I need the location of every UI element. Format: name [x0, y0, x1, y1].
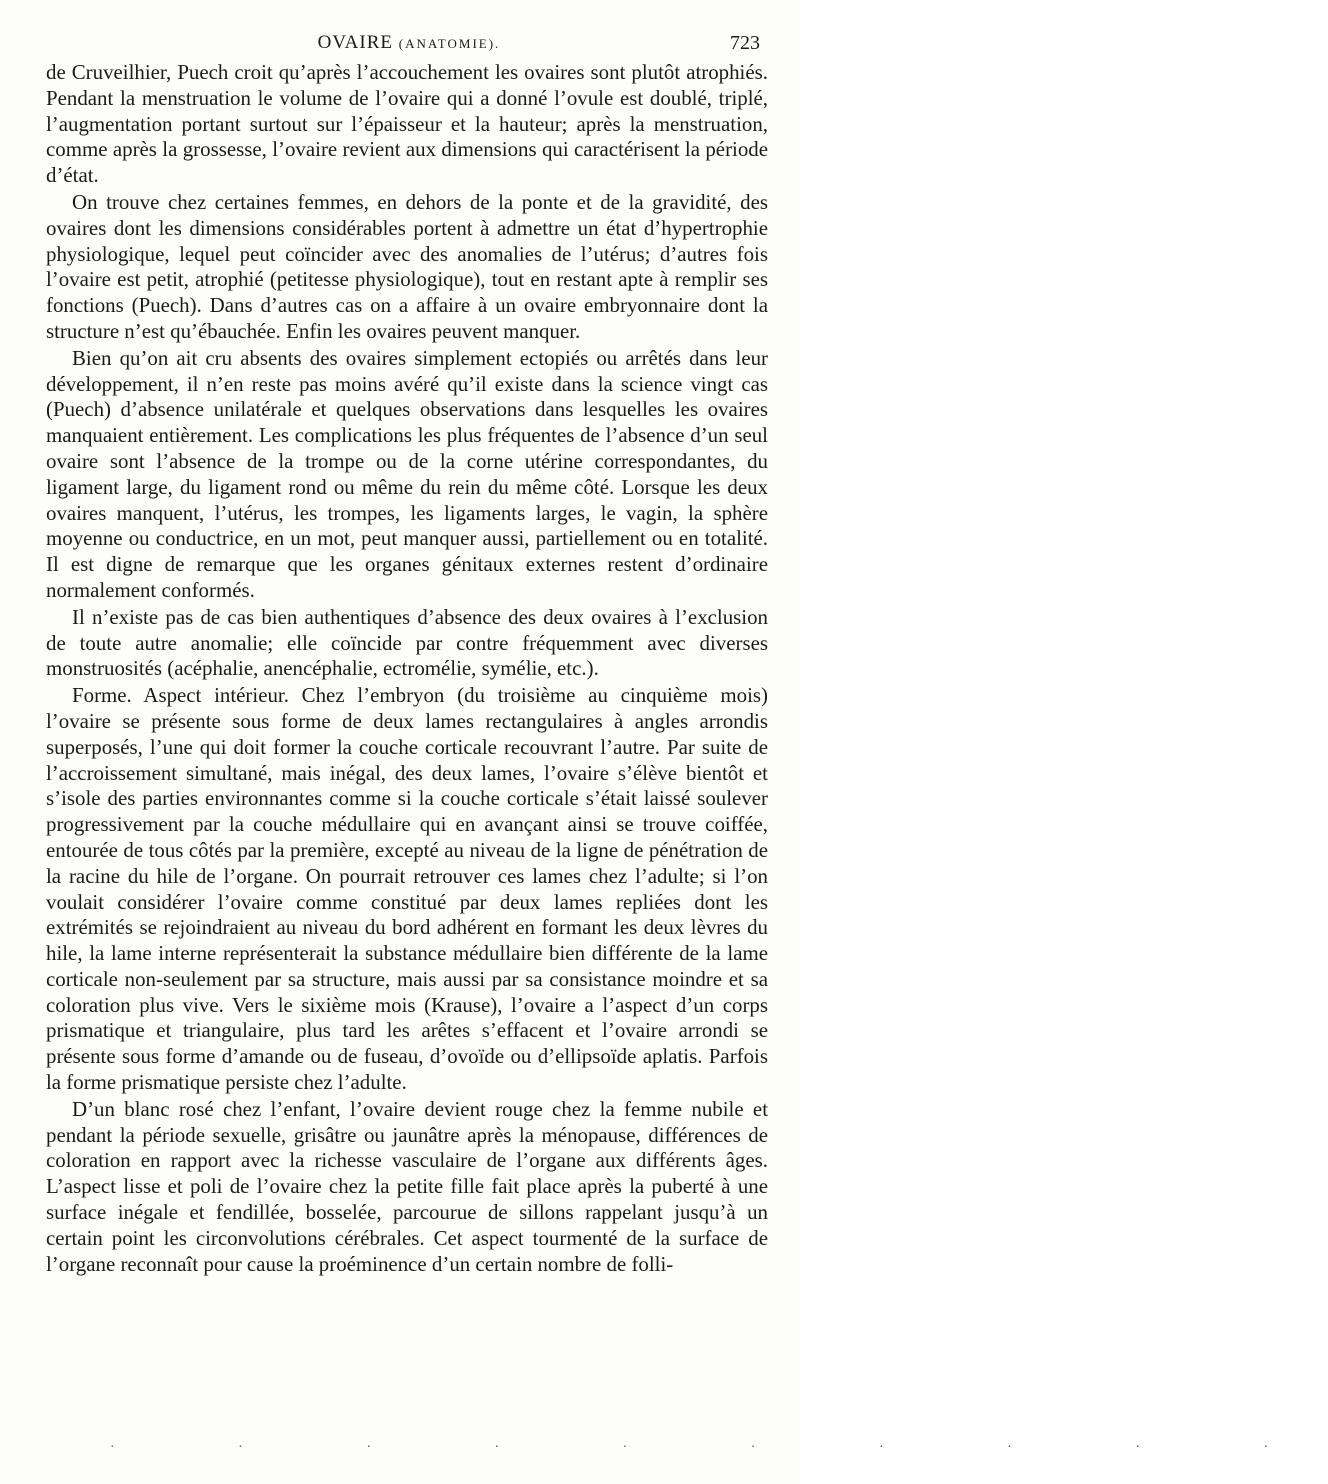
- page-number: 723: [730, 32, 760, 54]
- running-title-subtitle: (ANATOMIE).: [398, 36, 501, 51]
- paragraph: Forme. Aspect intérieur. Chez l’embryon (du troisième au cinquième mois) l’ovaire se présente sous forme de deux lames rectangulaires à angles arrondis superposés, l’une qui doit former la couche corticale recouvrant l’autre. Par suite de l’accroissement simultané, mais inégal, des deux lames, l’ovaire s’élève bientôt et s’isole des parties environnantes comme si la couche corticale s’était laissé soulever progressivement par la couche médullaire qui en avançant ainsi se trouve coiffée, entourée de tous côtés par la première, excepté au niveau de la ligne de pénétration de la racine du hile de l’organe. On pourrait retrouver ces lames chez l’adulte; si l’on voulait considérer l’ovaire comme constitué par deux lames repliées dont les extrémités se rejoindraient au niveau du bord adhérent en formant les deux lèvres du hile, la lame interne représenterait la substance médullaire bien différente de la lame corticale non-seulement par sa structure, mais aussi par sa consistance moindre et sa coloration plus vive. Vers le sixième mois (Krause), l’ovaire a l’aspect d’un corps prismatique et triangulaire, plus tard les arêtes s’effacent et l’ovaire arrondi se présente sous forme d’amande ou de fuseau, d’ovoïde ou d’ellipsoïde aplatis. Parfois la forme prismatique persiste chez l’adulte.: [46, 683, 768, 1095]
- paragraph: D’un blanc rosé chez l’enfant, l’ovaire devient rouge chez la femme nubile et pendant la période sexuelle, grisâtre ou jaunâtre après la ménopause, différences de coloration en rapport avec la richesse vasculaire de l’organe aux différents âges. L’aspect lisse et poli de l’ovaire chez la petite fille fait place après la puberté à une surface inégale et fendillée, bosselée, parcourue de sillons rappelant jusqu’à un certain point les circonvolutions cérébrales. Cet aspect tourmenté de la surface de l’organe reconnaît pour cause la proéminence d’un certain nombre de folli-: [46, 1096, 768, 1276]
- page-bottom-marks: · · · · · · · · · ·: [110, 1440, 1328, 1455]
- paragraph: Il n’existe pas de cas bien authentiques d’absence des deux ovaires à l’exclusion de toute autre anomalie; elle coïncide par contre fréquemment avec diverses monstruosités (acéphalie, anencéphalie, ectromélie, symélie, etc.).: [46, 604, 768, 681]
- paragraph: Bien qu’on ait cru absents des ovaires simplement ectopiés ou arrêtés dans leur développement, il n’en reste pas moins avéré qu’il existe dans la science vingt cas (Puech) d’absence unilatérale et quelques observations dans lesquelles les ovaires manquaient entièrement. Les complications les plus fréquentes de l’absence d’un seul ovaire sont l’absence de la trompe ou de la corne utérine correspondantes, du ligament large, du ligament rond ou même du rein du même côté. Lorsque les deux ovaires manquent, l’utérus, les trompes, les ligaments larges, le vagin, la sphère moyenne ou conductrice, en un mot, peut manquer aussi, partiellement ou en totalité. Il est digne de remarque que les organes génitaux externes restent d’ordinaire normalement conformés.: [46, 345, 768, 602]
- paragraph: On trouve chez certaines femmes, en dehors de la ponte et de la gravidité, des ovaires dont les dimensions considérables portent à admettre un état d’hypertrophie physiologique, lequel peut coïncider avec des anomalies de l’utérus; d’autres fois l’ovaire est petit, atrophié (petitesse physiologique), tout en restant apte à remplir ses fonctions (Puech). Dans d’autres cas on a affaire à un ovaire embryonnaire dont la structure n’est qu’ébauchée. Enfin les ovaires peuvent manquer.: [46, 189, 768, 343]
- paragraph: de Cruveilhier, Puech croit qu’après l’accouchement les ovaires sont plutôt atrophiés. Pendant la menstruation le volume de l’ovaire qui a donné l’ovule est doublé, triplé, l’augmentation portant surtout sur l’épaisseur et la hauteur; après la menstruation, comme après la grossesse, l’ovaire revient aux dimensions qui caractérisent la période d’état.: [46, 60, 768, 188]
- running-header: [48, 32, 770, 58]
- running-title: [48, 32, 770, 54]
- running-title-main: OVAIRE: [317, 32, 393, 53]
- body-text: [46, 60, 768, 1277]
